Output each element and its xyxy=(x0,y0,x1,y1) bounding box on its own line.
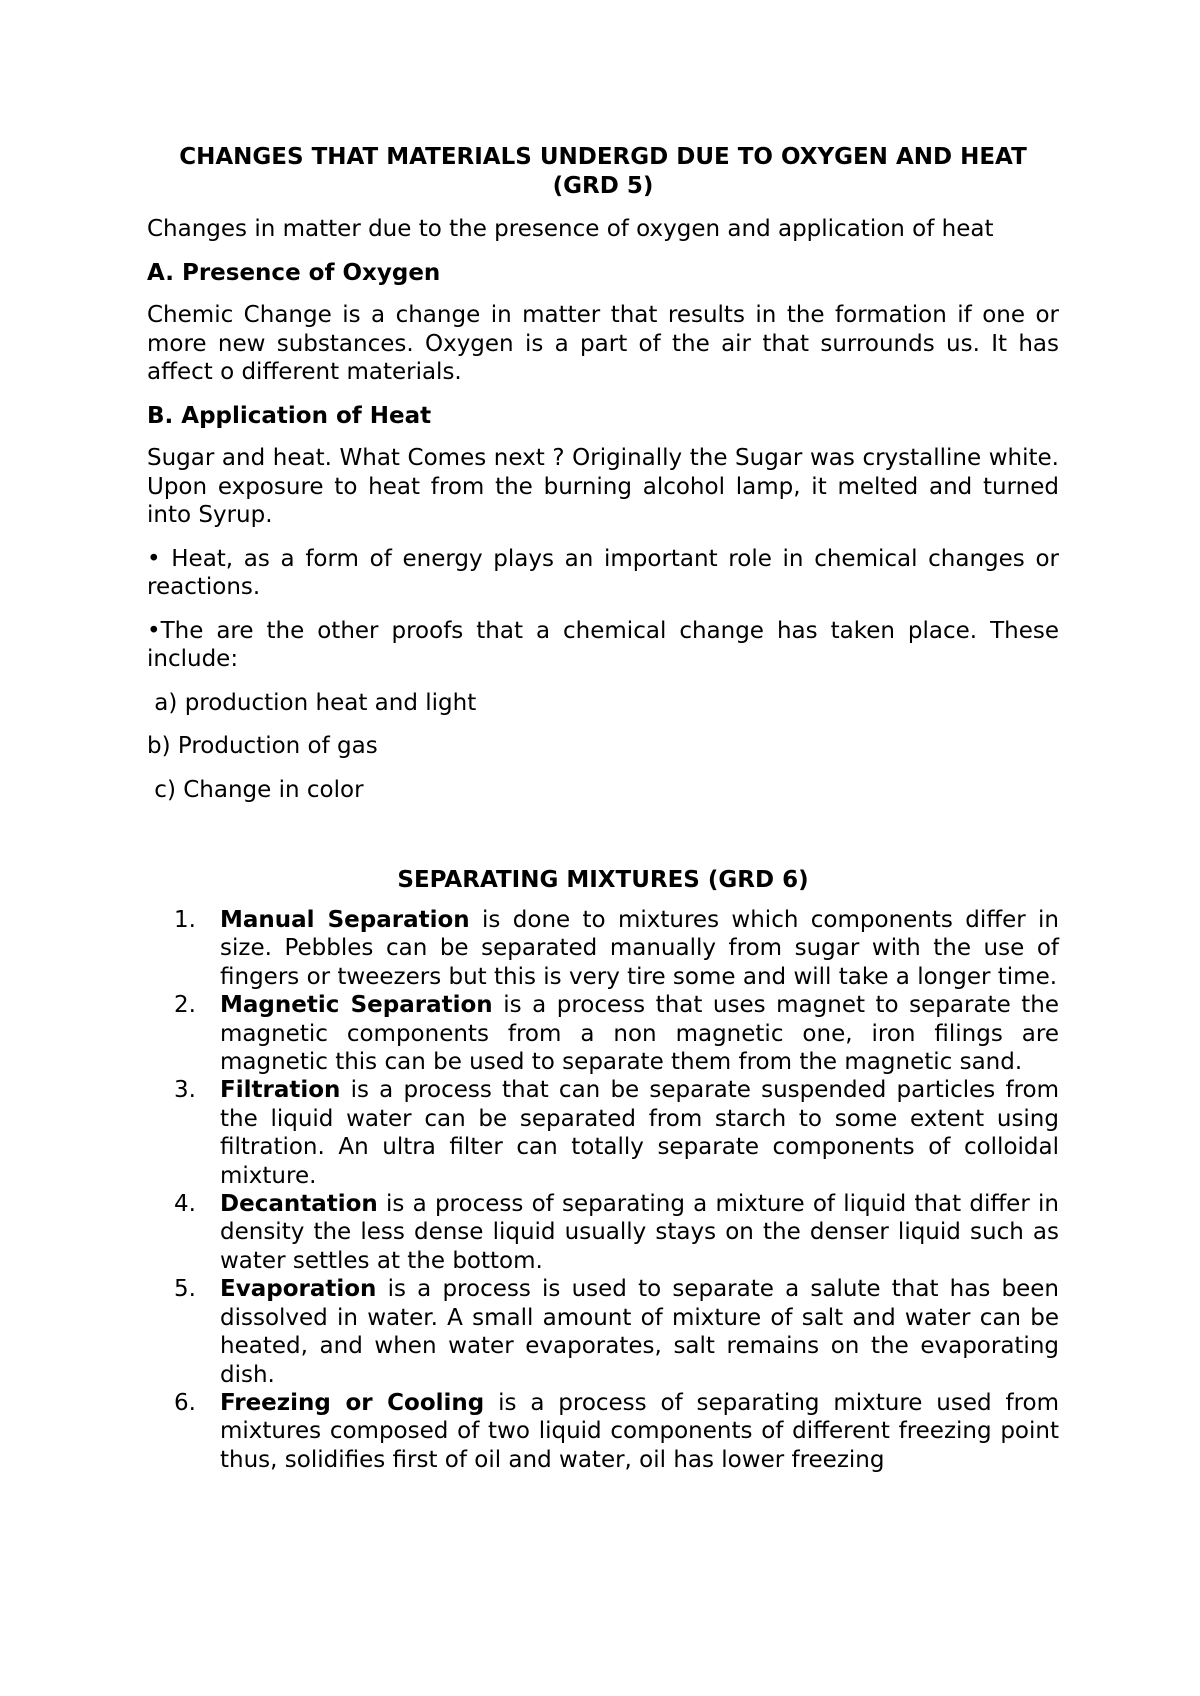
list-item-term: Magnetic Separation xyxy=(220,992,493,1019)
document-title-line2: (GRD 5) xyxy=(552,173,654,199)
list-item-term: Decantation xyxy=(220,1191,378,1218)
section-a-body: Chemic Change is a change in matter that results in the formation if one or more new substances. Oxygen is a part of the air that surrounds us. It has affect o different materials. xyxy=(147,302,1059,385)
list-item xyxy=(147,991,1059,1076)
list-item xyxy=(147,906,1059,991)
list-item-text: is done to mixtures which components differ in size. Pebbles can be separated manually from sugar with the use of fingers or tweezers but this is very tire some and will take a longer time. xyxy=(220,907,1059,990)
section-b-bullet-1: • Heat, as a form of energy plays an important role in chemical changes or reactions. xyxy=(147,545,1059,600)
list-item-number: 5. xyxy=(174,1276,196,1303)
list-item-term: Manual Separation xyxy=(220,907,470,933)
list-item-text: is a process of separating a mixture of liquid that differ in density the less dense liquid usually stays on the denser liquid such as water settles at the bottom. xyxy=(220,1191,1059,1274)
list-item xyxy=(147,1076,1059,1190)
list-item-term: Evaporation xyxy=(220,1276,377,1303)
list-item xyxy=(147,1275,1059,1389)
list-item-number: 3. xyxy=(174,1077,196,1104)
document-title xyxy=(147,143,1059,201)
proof-item-c: c) Change in color xyxy=(147,776,364,803)
document-page xyxy=(147,143,1059,1474)
list-item xyxy=(147,1190,1059,1275)
list-item xyxy=(147,1389,1059,1474)
section-b-bullet-2: •The are the other proofs that a chemical change has taken place. These include: xyxy=(147,617,1059,672)
list-item-number: 4. xyxy=(174,1191,196,1218)
list-item-term: Filtration xyxy=(220,1077,341,1104)
list-item-term: Freezing or Cooling xyxy=(220,1389,485,1416)
list-item-number: 2. xyxy=(174,992,196,1019)
document-title-line1: CHANGES THAT MATERIALS UNDERGD DUE TO OXYGEN AND HEAT xyxy=(179,144,1027,170)
list-item-text: is a process that uses magnet to separate the magnetic components from a non magnetic one, iron filings are magnetic this can be used to separate them from the magnetic sand. xyxy=(220,992,1060,1076)
intro-paragraph: Changes in matter due to the presence of oxygen and application of heat xyxy=(147,216,994,242)
section-a-heading: A. Presence of Oxygen xyxy=(147,259,441,286)
separation-methods-list xyxy=(147,906,1059,1474)
list-item-number: 6. xyxy=(174,1389,196,1416)
section-b-heading: B. Application of Heat xyxy=(147,402,432,429)
list-item-text: is a process of separating mixture used from mixtures composed of two liquid components of different freezing point thus, solidifies first of oil and water, oil has lower freezing xyxy=(220,1389,1059,1473)
list-item-text: is a process is used to separate a salute that has been dissolved in water. A small amount of mixture of salt and water can be heated, and when water evaporates, salt remains on the evaporating dish. xyxy=(220,1276,1059,1388)
proof-item-a: a) production heat and light xyxy=(147,689,477,716)
proof-item-b: b) Production of gas xyxy=(147,733,378,759)
section-b-body: Sugar and heat. What Comes next ? Originally the Sugar was crystalline white. Upon exposure to heat from the burning alcohol lamp, it melted and turned into Syrup. xyxy=(147,445,1059,528)
list-item-number: 1. xyxy=(174,907,196,933)
section-2-title: SEPARATING MIXTURES (GRD 6) xyxy=(397,867,809,893)
list-item-text: is a process that can be separate suspended particles from the liquid water can be separated from starch to some extent using filtration. An ultra filter can totally separate components of colloidal mixture. xyxy=(220,1077,1059,1189)
